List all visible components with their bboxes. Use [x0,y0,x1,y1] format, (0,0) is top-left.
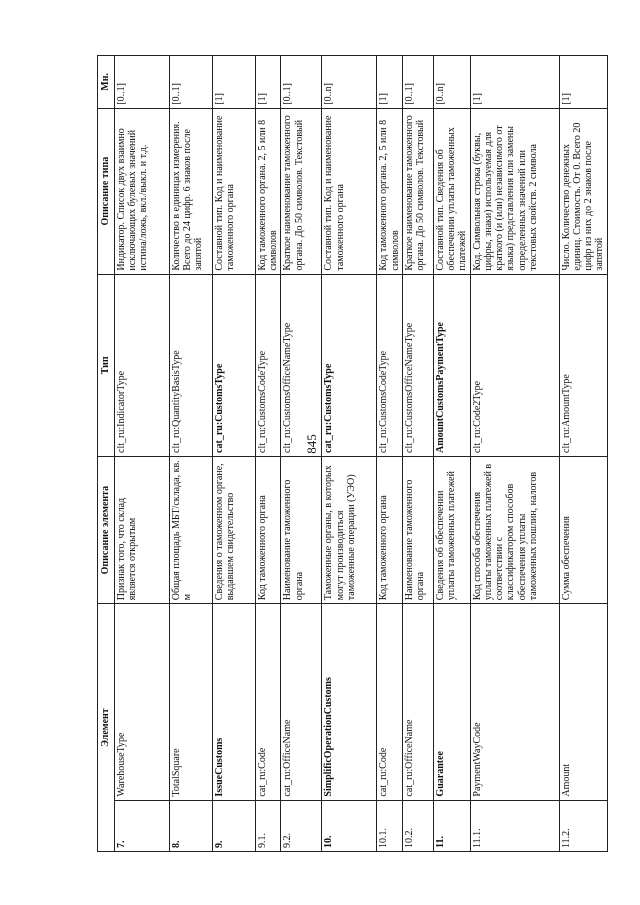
table-sheet [97,55,606,852]
table-row [433,56,470,852]
row-type-desc: Составной тип. Код и наименование таможенного органа [322,108,377,274]
row-mn: [1] [377,56,402,109]
row-element-desc: Код таможенного органа [256,456,281,603]
row-mn: [0..1] [115,56,170,109]
row-type: clt_ru:CustomsOfficeNameType [281,274,322,456]
row-mn: [1] [213,56,256,109]
table-row [256,56,281,852]
row-num: 8. [170,800,213,851]
row-element-desc: Код таможенного органа [377,456,402,603]
row-type: clt_ru:AmountType [559,274,607,456]
table-row [322,56,377,852]
row-type: cat_ru:CustomsType [213,274,256,456]
row-type: clt_ru:CustomsCodeType [377,274,402,456]
row-type-desc: Код. Символьная строка (буквы, цифры, знаки) используемая для краткого (и (или) независимого от языка) представления или замены определенных значений или текстовых свойств. 2 символа [470,108,559,274]
row-type: clt_ru:IndicatorType [115,274,170,456]
table-row [213,56,256,852]
row-mn: [0..1] [281,56,322,109]
row-type: clt_ru:CustomsCodeType [256,274,281,456]
row-num: 7. [115,800,170,851]
row-type-desc: Индикатор. Список двух взаимно исключающих булевых значений истина/ложь, вкл./выкл. и т.д. [115,108,170,274]
row-element-desc: Наименование таможенного органа [402,456,433,603]
table-row [281,56,322,852]
row-type: cat_ru:CustomsType [322,274,377,456]
row-type: clt_ru:Code2Type [470,274,559,456]
row-num: 10.2. [402,800,433,851]
row-type: clt_ru:QuantityBasisType [170,274,213,456]
table-row [470,56,559,852]
schema-table [97,55,608,852]
row-element-desc: Сумма обеспечения [559,456,607,603]
row-element-desc: Код способа обеспечения уплаты таможенных платежей в соответствии с классификатором способов обеспечения уплаты таможенных пошлин, налогов [470,456,559,603]
row-element: Amount [559,604,607,800]
header-element: Элемент [98,604,115,852]
row-type: clt_ru:CustomsOfficeNameType [402,274,433,456]
row-mn: [1] [559,56,607,109]
table-row [559,56,607,852]
rotated-table-frame [97,55,606,852]
header-row [98,56,115,852]
table-row [377,56,402,852]
header-type-desc: Описание типа [98,108,115,274]
row-num: 10. [322,800,377,851]
row-type-desc: Краткое наименование таможенного органа. До 50 символов. Текстовый [281,108,322,274]
row-element: cat_ru:OfficeName [281,604,322,800]
row-type-desc: Код таможенного органа. 2, 5 или 8 символов [377,108,402,274]
row-element: TotalSquare [170,604,213,800]
row-num: 9. [213,800,256,851]
page-number: 845 [304,434,319,454]
row-element-desc: Наименование таможенного органа [281,456,322,603]
row-type-desc: Число. Количество денежных единиц. Стоимость. От 0. Всего 20 цифр из них до 2 знаков после запятой [559,108,607,274]
row-num: 9.2. [281,800,322,851]
row-element: cat_ru:OfficeName [402,604,433,800]
row-element: cat_ru:Code [256,604,281,800]
row-num: 9.1. [256,800,281,851]
table-row [402,56,433,852]
row-element: SimplificOperationCustoms [322,604,377,800]
row-element-desc: Общая площадь МБТ/склада, кв. м [170,456,213,603]
row-num: 11.2. [559,800,607,851]
row-element-desc: Таможенные органы, в которых могут производиться таможенные операции (УЭО) [322,456,377,603]
row-mn: [1] [256,56,281,109]
header-element-desc: Описание элемента [98,456,115,603]
row-type-desc: Количество в единицах измерения. Всего до 24 цифр. 6 знаков после запятой [170,108,213,274]
row-type-desc: Составной тип. Сведения об обеспечении уплаты таможенных платежей [433,108,470,274]
row-element-desc: Сведения о таможенном органе, выдавшем свидетельство [213,456,256,603]
row-element-desc: Сведения об обеспечении уплаты таможенных платежей [433,456,470,603]
row-element: Guarantee [433,604,470,800]
row-num: 10.1. [377,800,402,851]
table-row [115,56,170,852]
row-mn: [1] [470,56,559,109]
row-mn: [0..1] [170,56,213,109]
row-type: AmountCustomsPaymentType [433,274,470,456]
table-row [170,56,213,852]
row-num: 11.1. [470,800,559,851]
row-type-desc: Составной тип. Код и наименование таможенного органа [213,108,256,274]
header-mn: Мн. [98,56,115,109]
row-mn: [0..n] [322,56,377,109]
row-element: cat_ru:Code [377,604,402,800]
row-num: 11. [433,800,470,851]
row-mn: [0..n] [433,56,470,109]
row-type-desc: Краткое наименование таможенного органа. До 50 символов. Текстовый [402,108,433,274]
row-element: WarehouseType [115,604,170,800]
row-mn: [0..1] [402,56,433,109]
header-type: Тип [98,274,115,456]
row-element-desc: Признак того, что склад является открытым [115,456,170,603]
row-element: IssueCustoms [213,604,256,800]
row-element: PaymentWayCode [470,604,559,800]
row-type-desc: Код таможенного органа. 2, 5 или 8 символов [256,108,281,274]
